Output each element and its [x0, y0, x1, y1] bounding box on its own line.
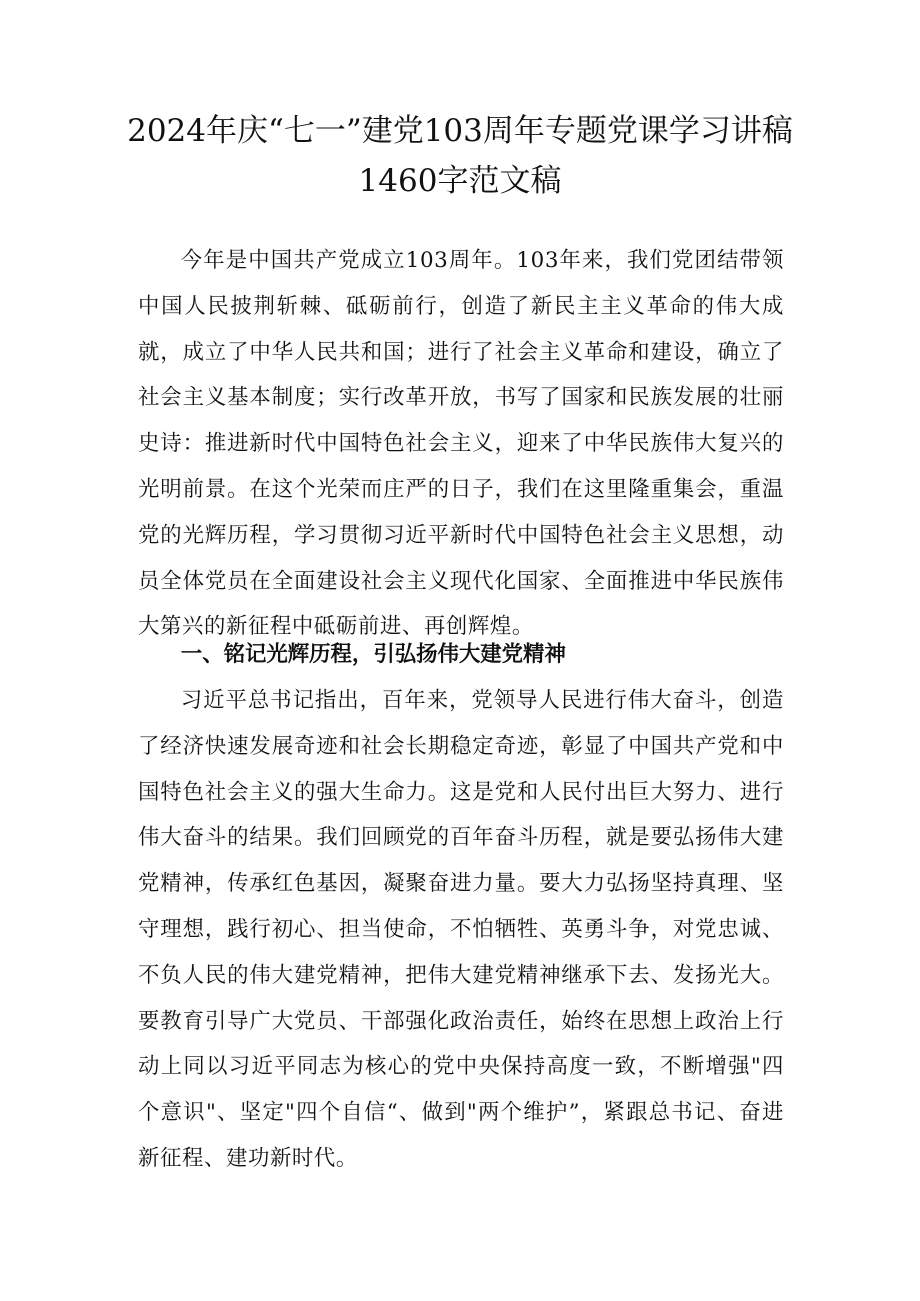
section-heading: 一、铭记光辉历程，引弘扬伟大建党精神 — [180, 642, 566, 667]
title-line-2: 1460字范文稿 — [358, 163, 562, 199]
document-title — [120, 106, 800, 206]
section-paragraph: 习近平总书记指出，百年来，党领导人民进行伟大奋斗，创造了经济快速发展奇迹和社会长期稳定奇迹，彰显了中国共产党和中国特色社会主义的强大生命力。这是党和人民付出巨大努力、进行伟大奋斗的结果。我们回顾党的百年奋斗历程，就是要弘扬伟大建党精神，传承红色基因，凝聚奋进力量。要大力弘扬坚持真理、坚守理想，践行初心、担当使命，不怕牺牲、英勇斗争，对党忠诚、不负人民的伟大建党精神，把伟大建党精神继承下去、发扬光大。要教育引导广大党员、干部强化政治责任，始终在思想上政治上行动上同以习近平同志为核心的党中央保持高度一致，不断增强"四个意识"、坚定"四个自信“、做到"两个维护”，紧跟总书记、奋进新征程、建功新时代。 — [138, 688, 784, 1171]
title-line-1: 2024年庆“七一”建党103周年专题党课学习讲稿 — [127, 113, 793, 149]
intro-paragraph: 今年是中国共产党成立103周年。103年来，我们党团结带领中国人民披荆斩棘、砥砺前行，创造了新民主主义革命的伟大成就，成立了中华人民共和国；进行了社会主义革命和建设，确立了社会主义基本制度；实行改革开放，书写了国家和民族发展的壮丽史诗：推进新时代中国特色社会主义，迎来了中华民族伟大复兴的光明前景。在这个光荣而庄严的日子，我们在这里隆重集会，重温党的光辉历程，学习贯彻习近平新时代中国特色社会主义思想，动员全体党员在全面建设社会主义现代化国家、全面推进中华民族伟大第兴的新征程中砥砺前进、再创辉煌。 — [138, 248, 784, 640]
